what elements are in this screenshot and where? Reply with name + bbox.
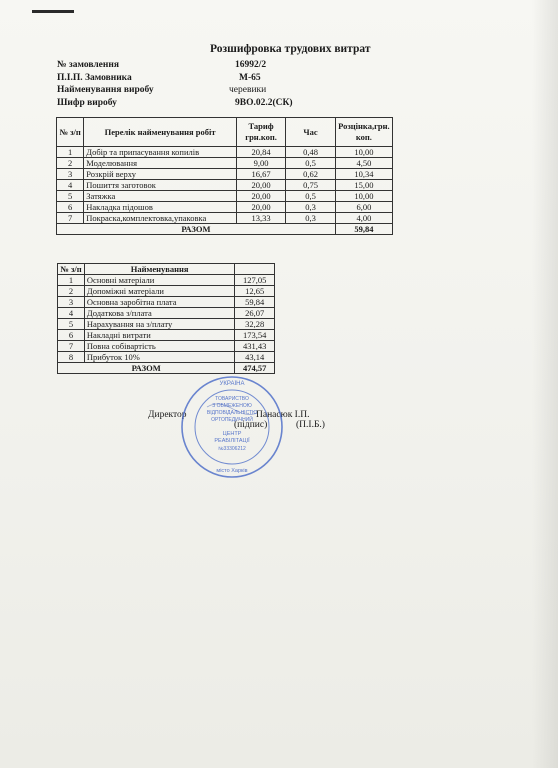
labor-row-time: 0,3 [286,202,336,213]
labor-row-work: Моделювання [84,158,237,169]
labor-row-price: 10,34 [335,169,392,180]
labor-row-work: Покраска,комплектовка,упаковка [84,213,237,224]
labor-table-row [57,180,393,191]
labor-table-row [57,158,393,169]
cost-row-amount: 12,65 [235,286,275,297]
cost-row-number: 4 [58,308,85,319]
signature-hint: (підпис) [234,420,268,430]
labor-row-rate: 9,00 [236,158,286,169]
cost-col-amount [235,264,275,275]
product-code-value: 9ВО.02.2(СК) [235,97,293,108]
cost-row-name: Накладні витрати [84,330,234,341]
stamp-text-code: №33306212 [218,446,246,452]
stamp-text-line-5: ЦЕНТР [222,431,242,437]
labor-row-rate: 20,84 [236,147,286,158]
labor-row-price: 4,50 [335,158,392,169]
product-code-label: Шифр виробу [57,97,117,108]
labor-table-row [57,147,393,158]
labor-row-rate: 16,67 [236,169,286,180]
stamp-text-line-4: ОРТОПЕДИЧНИЙ [211,417,253,423]
customer-value: М-65 [239,72,261,83]
cost-row-name: Повна собівартість [84,341,234,352]
labor-table-header [57,118,393,147]
scan-mark [32,10,74,13]
labor-total-row [57,224,393,235]
labor-row-price: 10,00 [335,147,392,158]
labor-total-value: 59,84 [335,224,392,235]
labor-table-row [57,169,393,180]
cost-row-name: Нарахування на з/плату [84,319,234,330]
order-number-value: 16992/2 [235,60,267,70]
labor-col-time: Час [286,118,336,147]
cost-row-name: Основна заробітна плата [84,297,234,308]
customer-label: П.І.П. Замовника [57,72,132,83]
cost-row-number: 2 [58,286,85,297]
labor-row-time: 0,3 [286,213,336,224]
labor-row-price: 10,00 [335,191,392,202]
labor-row-time: 0,75 [286,180,336,191]
labor-row-rate: 20,00 [236,180,286,191]
document-title: Розшифровка трудових витрат [210,43,371,55]
labor-row-time: 0,62 [286,169,336,180]
cost-row-number: 6 [58,330,85,341]
cost-table-row [58,275,275,286]
company-stamp [177,373,287,481]
stamp-text-line-3: ВІДПОВІДАЛЬНІСТЮ [206,410,258,416]
labor-table-row [57,202,393,213]
cost-row-number: 8 [58,352,85,363]
name-hint: (П.І.Б.) [296,420,325,430]
labor-row-price: 4,00 [335,213,392,224]
labor-row-number: 3 [57,169,84,180]
cost-total-label: РАЗОМ [58,363,235,374]
cost-total-row [58,363,275,374]
labor-cost-table [56,117,393,235]
stamp-text-line-6: РЕАБІЛІТАЦІЇ [214,438,250,444]
cost-table-row [58,286,275,297]
cost-row-number: 1 [58,275,85,286]
cost-row-number: 3 [58,297,85,308]
labor-table-row [57,213,393,224]
labor-row-price: 6,00 [335,202,392,213]
cost-row-name: Основні матеріали [84,275,234,286]
cost-row-name: Прибуток 10% [84,352,234,363]
cost-row-name: Додаткова з/плата [84,308,234,319]
cost-col-name: Найменування [84,264,234,275]
labor-row-number: 2 [57,158,84,169]
labor-table-body [57,147,393,224]
cost-row-amount: 59,84 [235,297,275,308]
cost-table-row [58,319,275,330]
stamp-text-line-2: З ОБМЕЖЕНОЮ [212,403,252,409]
labor-row-number: 1 [57,147,84,158]
cost-table-row [58,341,275,352]
labor-row-work: Накладка підошов [84,202,237,213]
labor-row-work: Розкрій верху [84,169,237,180]
cost-row-name: Допоміжні матеріали [84,286,234,297]
cost-row-amount: 43,14 [235,352,275,363]
product-name-value: черевики [229,85,267,95]
stamp-text-city: місто Харків [216,468,248,474]
cost-row-number: 7 [58,341,85,352]
labor-col-number: № з/п [57,118,84,147]
labor-row-number: 6 [57,202,84,213]
cost-table-row [58,297,275,308]
labor-row-time: 0,5 [286,191,336,202]
stamp-text-country: УКРАЇНА [219,381,245,387]
labor-row-rate: 20,00 [236,202,286,213]
cost-breakdown-table [57,263,275,374]
cost-table-row [58,330,275,341]
scan-shadow [532,0,558,768]
labor-table-row [57,191,393,202]
director-role: Директор [148,410,187,420]
labor-row-number: 7 [57,213,84,224]
labor-row-time: 0,48 [286,147,336,158]
labor-row-rate: 13,33 [236,213,286,224]
labor-row-number: 4 [57,180,84,191]
labor-row-work: Пошиття заготовок [84,180,237,191]
cost-row-amount: 32,28 [235,319,275,330]
cost-table-body [58,275,275,363]
order-number-label: № замовлення [57,60,119,70]
cost-row-amount: 431,43 [235,341,275,352]
cost-col-number: № з/п [58,264,85,275]
stamp-outer-ring [182,377,282,477]
cost-table-row [58,352,275,363]
labor-row-number: 5 [57,191,84,202]
cost-table-header [58,264,275,275]
cost-table-row [58,308,275,319]
director-name: Панасюк І.П. [256,410,310,420]
labor-row-work: Затяжка [84,191,237,202]
labor-col-price: Розцінка,грн. коп. [335,118,392,147]
labor-row-price: 15,00 [335,180,392,191]
labor-row-time: 0,5 [286,158,336,169]
cost-row-amount: 26,07 [235,308,275,319]
cost-row-number: 5 [58,319,85,330]
cost-row-amount: 173,54 [235,330,275,341]
cost-total-value: 474,57 [235,363,275,374]
labor-col-rate: Тариф грн.коп. [236,118,286,147]
labor-total-label: РАЗОМ [57,224,336,235]
product-name-label: Найменування виробу [57,85,154,95]
labor-row-rate: 20,00 [236,191,286,202]
labor-col-work: Перелік найменування робіт [84,118,237,147]
labor-row-work: Добір та припасування копилів [84,147,237,158]
cost-row-amount: 127,05 [235,275,275,286]
stamp-text-line-1: ТОВАРИСТВО [215,396,249,402]
